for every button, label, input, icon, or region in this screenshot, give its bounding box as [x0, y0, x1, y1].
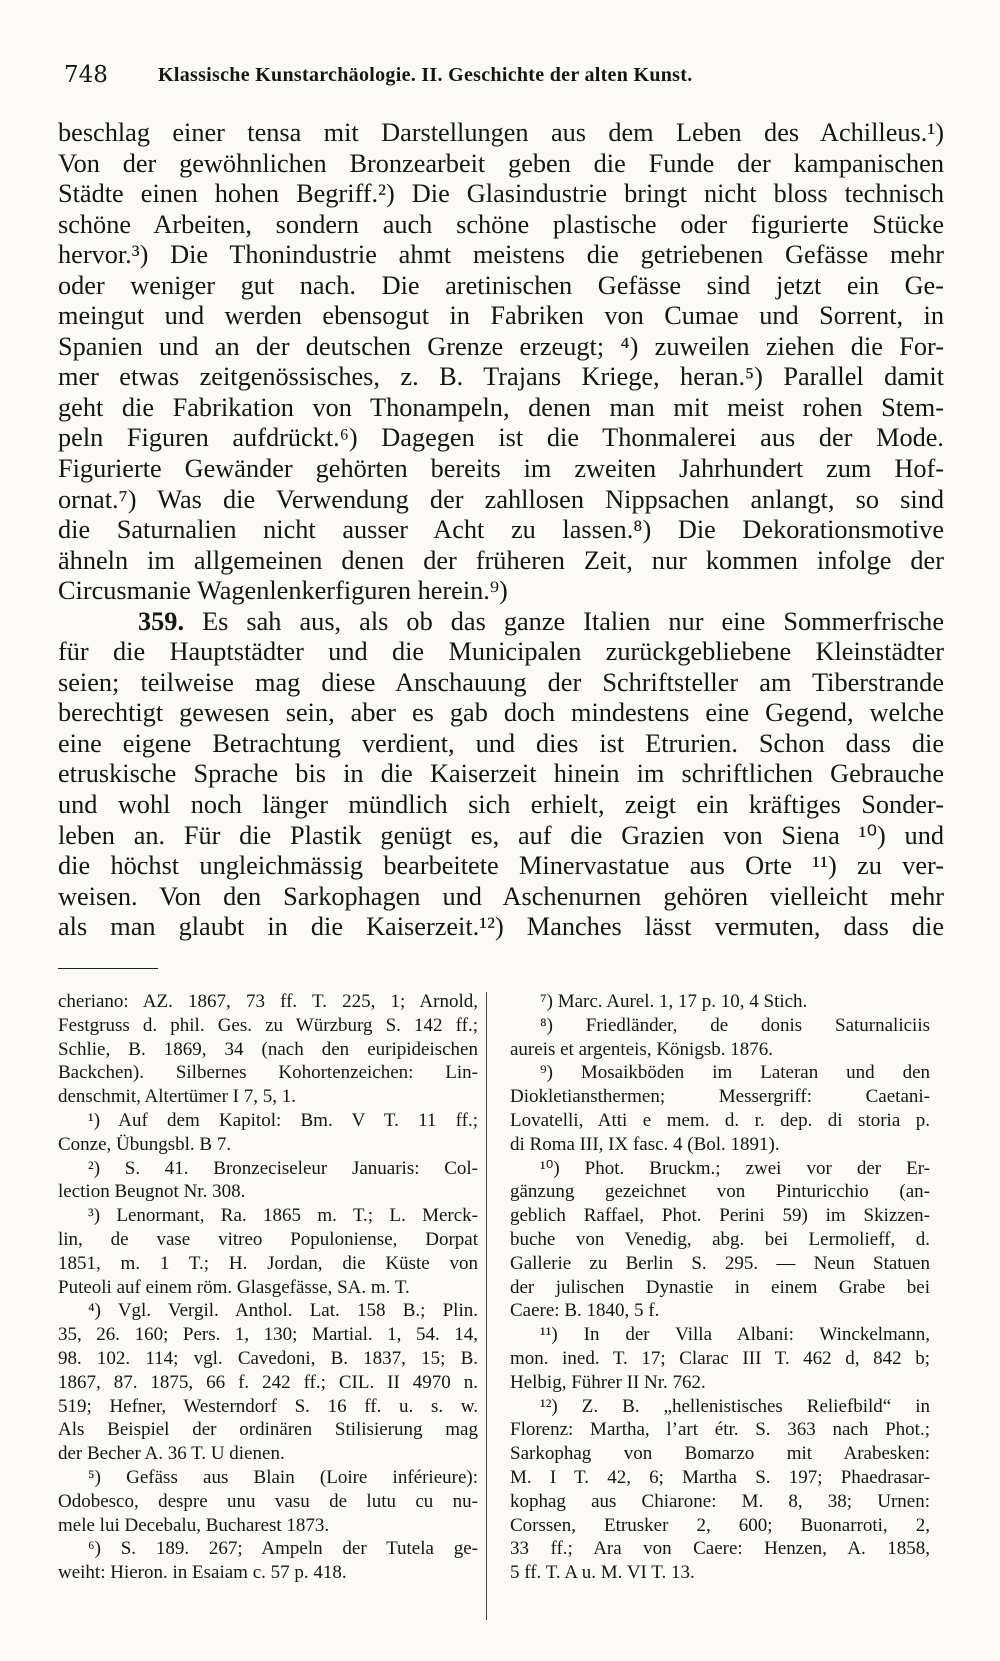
text-line: als man glaubt in die Kaiserzeit.¹²) Manches lässt vermuten, dass die [58, 912, 944, 942]
footnote-line: ⁹) Mosaikböden im Lateran und den [540, 1062, 930, 1084]
footnote-line: Als Beispiel der ordinären Stilisierung mag [58, 1419, 478, 1441]
text-line: die höchst ungleichmässig bearbeitete Minervastatue aus Orte ¹¹) zu ver- [58, 851, 944, 881]
footnote-line: gänzung gezeichnet von Pinturicchio (an- [510, 1181, 930, 1203]
footnote-line: Backchen). Silbernes Kohortenzeichen: Lin- [58, 1062, 478, 1084]
text-line: Figurierte Gewänder gehörten bereits im zweiten Jahrhundert zum Hof- [58, 454, 944, 484]
footnote-line: Schlie, B. 1869, 34 (nach den euripideischen [58, 1038, 478, 1060]
text-line: berechtigt gewesen sein, aber es gab doch mindestens eine Gegend, welche [58, 698, 944, 728]
footnote-line: der Becher A. 36 T. U dienen. [58, 1443, 285, 1465]
main-text [58, 118, 944, 943]
text-line: Von der gewöhnlichen Bronzearbeit geben die Funde der kampanischen [58, 148, 944, 178]
section-first-line-text: Es sah aus, als ob das ganze Italien nur eine Sommerfrische [184, 606, 944, 636]
footnote-line: ¹¹) In der Villa Albani: Winckelmann, [540, 1324, 930, 1346]
footnote-line: Gallerie zu Berlin S. 295. — Neun Statuen [510, 1252, 930, 1274]
text-line: die Saturnalien nicht ausser Acht zu lassen.⁸) Die Dekorationsmotive [58, 515, 944, 545]
footnote-line: Lovatelli, Atti e mem. d. r. dep. di storia p. [510, 1109, 930, 1131]
footnote-line: lection Beugnot Nr. 308. [58, 1181, 246, 1203]
text-line: seien; teilweise mag diese Anschauung der Schriftsteller am Tiberstrande [58, 667, 944, 697]
footnote-line: geblich Raffael, Phot. Perini 59) im Skizzen- [510, 1205, 930, 1227]
section-first-line [58, 607, 944, 638]
footnote-line: Festgruss d. phil. Ges. zu Würzburg S. 142 ff.; [58, 1014, 478, 1036]
footnotes-right-column [510, 990, 930, 1585]
footnote-line: ⁶) S. 189. 267; Ampeln der Tutela ge- [88, 1538, 478, 1560]
footnote-line: lin, de vase vitreo Populoniense, Dorpat [58, 1228, 478, 1250]
text-line: ornat.⁷) Was die Verwendung der zahllosen Nippsachen anlangt, so sind [58, 484, 944, 514]
text-line: leben an. Für die Plastik genügt es, auf die Grazien von Siena ¹⁰) und [58, 820, 944, 850]
footnote-line: Sarkophag von Bomarzo mit Arabesken: [510, 1443, 930, 1465]
footnote-line: 98. 102. 114; vgl. Cavedoni, B. 1837, 15; B. [58, 1347, 478, 1369]
footnote-line: ⁷) Marc. Aurel. 1, 17 p. 10, 4 Stich. [540, 991, 808, 1012]
footnote-line: Florenz: Martha, l’art étr. S. 363 nach Phot.; [510, 1419, 930, 1441]
footnote-line: Diokletiansthermen; Messergriff: Caetani- [510, 1086, 930, 1108]
footnote-line: 33 ff.; Ara von Caere: Henzen, A. 1858, [510, 1538, 930, 1560]
footnote-line: ⁴) Vgl. Vergil. Anthol. Lat. 158 B.; Plin. [88, 1300, 478, 1322]
text-line: meingut und werden ebensogut in Fabriken von Cumae und Sorrent, in [58, 301, 944, 331]
footnote-line: di Roma III, IX fasc. 4 (Bol. 1891). [510, 1133, 780, 1155]
text-line: eine eigene Betrachtung verdient, und dies ist Etrurien. Schon dass die [58, 728, 944, 758]
footnote-line: 1851, m. 1 T.; H. Jordan, die Küste von [58, 1252, 478, 1274]
footnote-line: Caere: B. 1840, 5 f. [510, 1300, 660, 1322]
footnote-line: ¹²) Z. B. „hellenistisches Reliefbild“ in [540, 1395, 930, 1417]
footnote-line: aureis et argenteis, Königsb. 1876. [510, 1038, 773, 1060]
text-line: schöne Arbeiten, sondern auch schöne plastische oder figurierte Stücke [58, 209, 944, 239]
footnote-line: 35, 26. 160; Pers. 1, 130; Martial. 1, 54. 14, [58, 1324, 478, 1346]
text-line: ähneln im allgemeinen denen der früheren Zeit, nur kommen infolge der [58, 545, 944, 575]
footnote-line: ³) Lenormant, Ra. 1865 m. T.; L. Merck- [88, 1205, 478, 1227]
text-line: mer etwas zeitgenössisches, z. B. Trajans Kriege, heran.⁵) Parallel damit [58, 362, 944, 392]
footnote-line: kophag aus Chiarone: M. 8, 38; Urnen: [510, 1490, 930, 1512]
footnote-rule [58, 968, 158, 969]
footnote-line: ⁸) Friedländer, de donis Saturnaliciis [540, 1014, 930, 1036]
running-header [60, 62, 940, 92]
footnote-line: buche von Venedig, abg. bei Lermolieff, d. [510, 1228, 930, 1250]
footnote-line: weiht: Hieron. in Esaiam c. 57 p. 418. [58, 1562, 347, 1584]
footnote-line: ⁵) Gefäss aus Blain (Loire inférieure): [88, 1466, 478, 1488]
footnote-line: 1867, 87. 1875, 66 f. 242 ff.; CIL. II 4970 n. [58, 1371, 478, 1393]
text-line: peln Figuren aufdrückt.⁶) Dagegen ist die Thonmalerei aus der Mode. [58, 423, 944, 453]
footnote-line: Helbig, Führer II Nr. 762. [510, 1371, 706, 1393]
running-title: Klassische Kunstarchäologie. II. Geschichte der alten Kunst. [158, 64, 693, 86]
footnote-line: cheriano: AZ. 1867, 73 ff. T. 225, 1; Arnold, [58, 991, 478, 1012]
footnote-line: der julischen Dynastie in einem Grabe bei [510, 1276, 930, 1298]
footnote-column-divider [486, 992, 487, 1620]
footnote-line: ¹⁰) Phot. Bruckm.; zwei vor der Er- [540, 1157, 930, 1179]
text-line: und wohl noch länger mündlich sich erhielt, zeigt ein kräftiges Sonder- [58, 790, 944, 820]
footnote-line: mon. ined. T. 17; Clarac III T. 462 d, 842 b; [510, 1347, 930, 1369]
text-line: hervor.³) Die Thonindustrie ahmt meistens die getriebenen Gefässe mehr [58, 240, 944, 270]
section-number: 359. [138, 606, 185, 636]
text-line: für die Hauptstädter und die Municipalen zurückgebliebene Kleinstädter [58, 637, 944, 667]
footnote-line: mele lui Decebalu, Bucharest 1873. [58, 1514, 330, 1536]
footnote-line: 5 ff. T. A u. M. VI T. 13. [510, 1562, 695, 1584]
footnote-line: ¹) Auf dem Kapitol: Bm. V T. 11 ff.; [88, 1109, 478, 1131]
footnote-line: Corssen, Etrusker 2, 600; Buonarroti, 2, [510, 1514, 930, 1536]
text-line: geht die Fabrikation von Thonampeln, denen man mit meist rohen Stem- [58, 392, 944, 422]
page-number: 748 [64, 62, 108, 88]
text-line: Städte einen hohen Begriff.²) Die Glasindustrie bringt nicht bloss technisch [58, 179, 944, 209]
text-line: Circusmanie Wagenlenkerfiguren herein.⁹) [58, 576, 508, 606]
footnote-line: Puteoli auf einem röm. Glasgefässe, SA. m. T. [58, 1276, 410, 1298]
footnote-line: M. I T. 42, 6; Martha S. 197; Phaedrasar- [510, 1466, 930, 1488]
text-line: oder weniger gut nach. Die aretinischen Gefässe sind jetzt ein Ge- [58, 270, 944, 300]
footnote-line: 519; Hefner, Westerndorf S. 16 ff. u. s. w. [58, 1395, 478, 1417]
footnote-line: Odobesco, despre unu vasu de lutu cu nu- [58, 1490, 478, 1512]
text-line: etruskische Sprache bis in die Kaiserzeit hinein im schriftlichen Gebrauche [58, 759, 944, 789]
text-line: weisen. Von den Sarkophagen und Aschenurnen gehören vielleicht mehr [58, 881, 944, 911]
footnote-line: ²) S. 41. Bronzeciseleur Januaris: Col- [88, 1157, 478, 1179]
footnote-line: denschmit, Altertümer I 7, 5, 1. [58, 1086, 296, 1108]
footnote-line: Conze, Übungsbl. B 7. [58, 1133, 232, 1155]
footnotes-left-column [58, 990, 478, 1585]
text-line: beschlag einer tensa mit Darstellungen aus dem Leben des Achilleus.¹) [58, 118, 944, 147]
text-line: Spanien und an der deutschen Grenze erzeugt; ⁴) zuweilen ziehen die For- [58, 331, 944, 361]
